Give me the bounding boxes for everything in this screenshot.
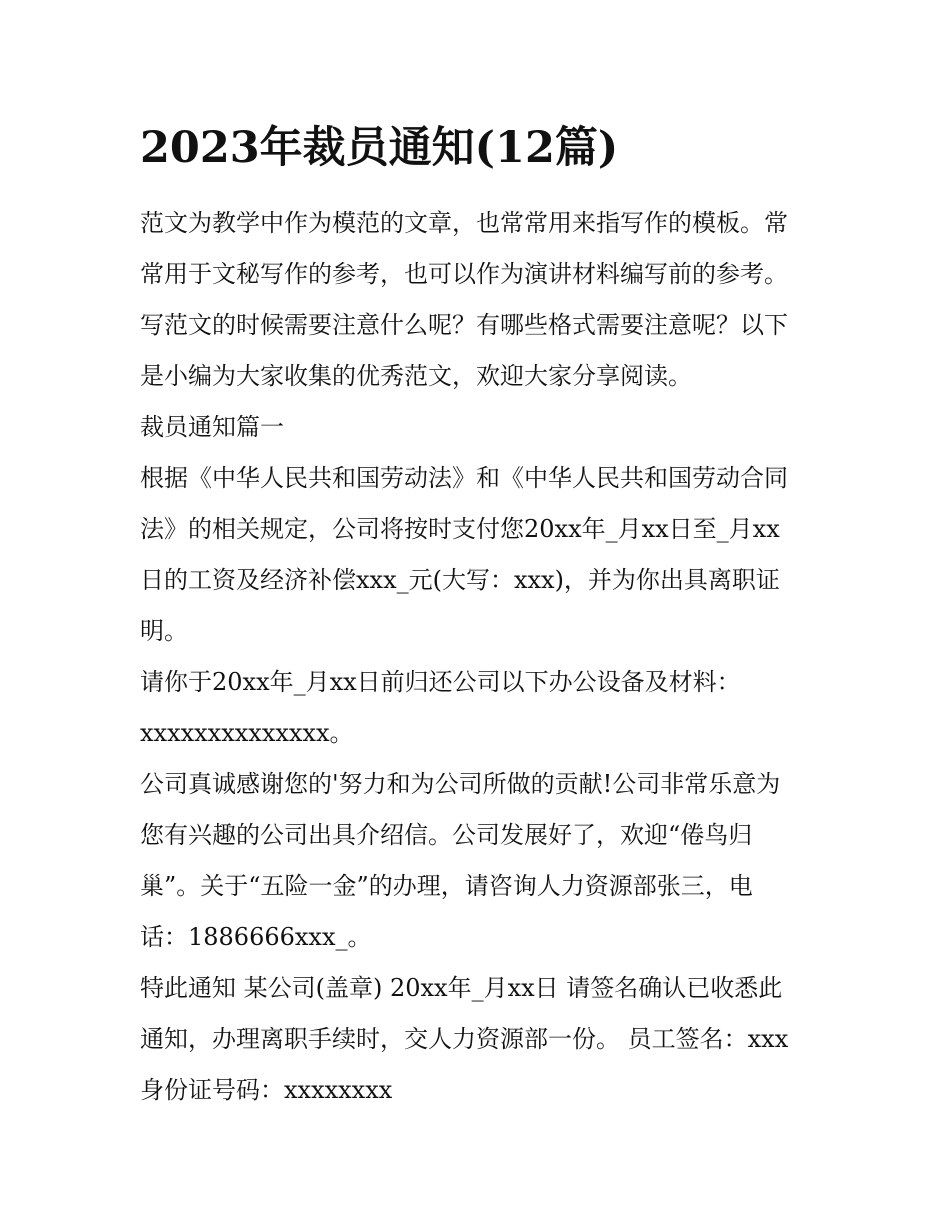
text-line: 常用于文秘写作的参考，也可以作为演讲材料编写前的参考。 bbox=[140, 260, 788, 288]
paragraph-return-equipment bbox=[140, 657, 812, 759]
text-line: 身份证号码：xxxxxxxx bbox=[140, 1076, 393, 1104]
text-line: 是小编为大家收集的优秀范文，欢迎大家分享阅读。 bbox=[140, 362, 692, 390]
paragraph-thanks bbox=[140, 759, 812, 963]
text-line: 巢”。关于“五险一金”的办理，请咨询人力资源部张三，电 bbox=[140, 872, 753, 900]
text-line: 明。 bbox=[140, 617, 188, 645]
paragraph-legal-basis bbox=[140, 453, 812, 657]
text-line: 根据《中华人民共和国劳动法》和《中华人民共和国劳动合同 bbox=[140, 464, 788, 492]
text-line: 范文为教学中作为模范的文章，也常常用来指写作的模板。常 bbox=[140, 209, 788, 237]
document-title: 2023年裁员通知(12篇) bbox=[140, 123, 619, 173]
text-line: 法》的相关规定，公司将按时支付您20xx年_月xx日至_月xx bbox=[140, 515, 780, 543]
text-line: 请你于20xx年_月xx日前归还公司以下办公设备及材料： bbox=[140, 668, 741, 696]
paragraph-signature bbox=[140, 963, 812, 1116]
text-line: 话：1886666xxx_。 bbox=[140, 923, 372, 951]
text-line: 公司真诚感谢您的'努力和为公司所做的贡献!公司非常乐意为 bbox=[140, 770, 781, 798]
text-line: xxxxxxxxxxxxxx。 bbox=[140, 719, 354, 747]
intro-paragraph bbox=[140, 198, 812, 402]
document-page bbox=[140, 118, 812, 1116]
text-line: 日的工资及经济补偿xxx_元(大写：xxx)，并为你出具离职证 bbox=[140, 566, 780, 594]
section-heading: 裁员通知篇一 bbox=[140, 413, 284, 441]
text-line: 您有兴趣的公司出具介绍信。公司发展好了，欢迎“倦鸟归 bbox=[140, 821, 753, 849]
text-line: 写范文的时候需要注意什么呢？有哪些格式需要注意呢？以下 bbox=[140, 311, 788, 339]
text-line: 特此通知 某公司(盖章) 20xx年_月xx日 请签名确认已收悉此 bbox=[140, 974, 783, 1002]
text-line: 通知，办理离职手续时，交人力资源部一份。 员工签名：xxx bbox=[140, 1025, 789, 1053]
